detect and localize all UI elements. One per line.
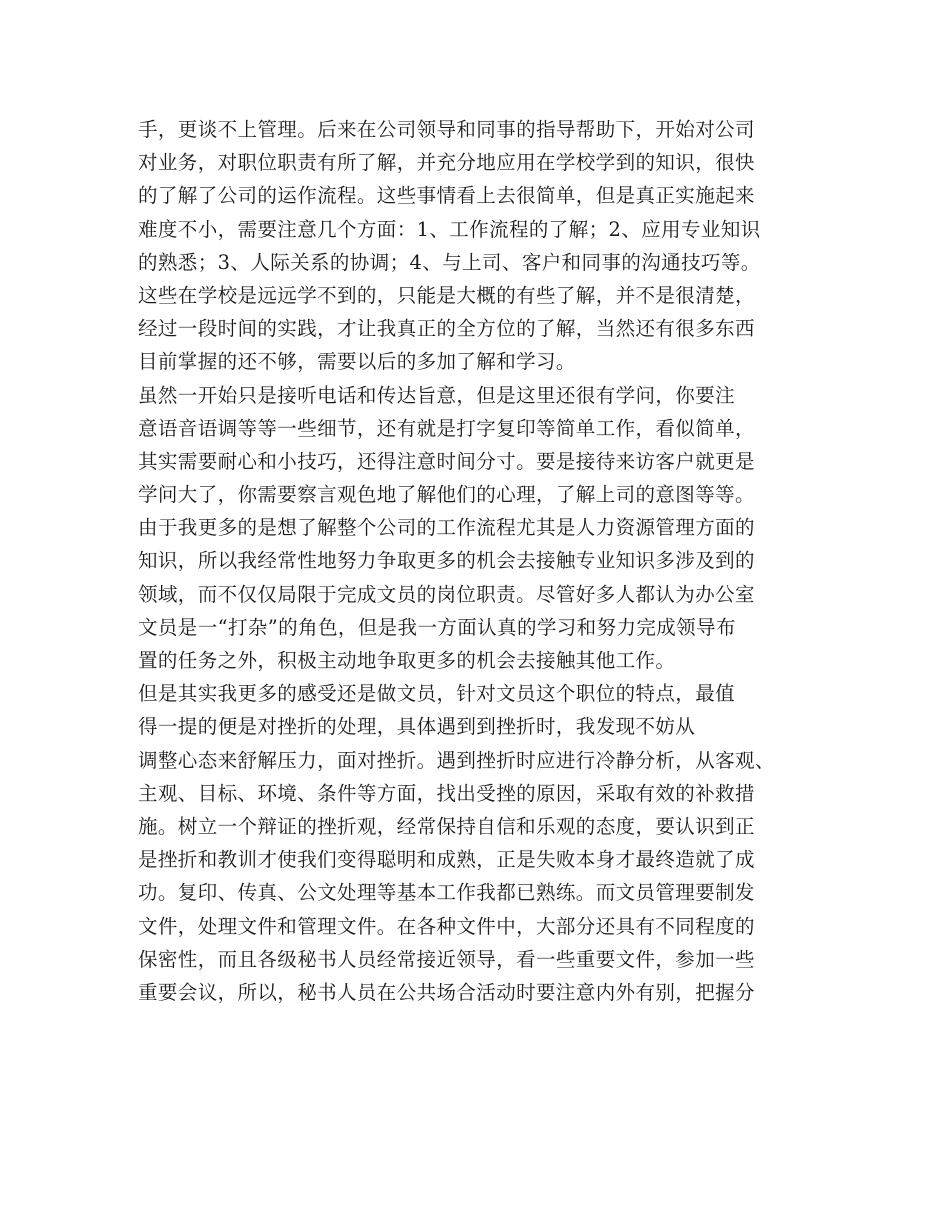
text-line: 由于我更多的是想了解整个公司的工作流程尤其是人力资源管理方面的 xyxy=(138,516,755,540)
text-line: 文件，处理文件和管理文件。在各种文件中，大部分还具有不同程度的 xyxy=(138,914,755,938)
text-line: 的了解了公司的运作流程。这些事情看上去很简单，但是真正实施起来 xyxy=(138,184,755,208)
text-line: 知识，所以我经常性地努力争取更多的机会去接触专业知识多涉及到的 xyxy=(138,549,755,573)
text-line: 其实需要耐心和小技巧，还得注意时间分寸。要是接待来访客户就更是 xyxy=(138,449,755,473)
text-line: 但是其实我更多的感受还是做文员，针对文员这个职位的特点，最值 xyxy=(138,682,736,706)
text-line: 主观、目标、环境、条件等方面，找出受挫的原因，采取有效的补救措 xyxy=(138,781,755,805)
text-line: 这些在学校是远远学不到的，只能是大概的有些了解，并不是很清楚， xyxy=(138,283,755,307)
text-line: 目前掌握的还不够，需要以后的多加了解和学习。 xyxy=(138,350,576,374)
text-line: 文员是一“打杂”的角色，但是我一方面认真的学习和努力完成领导布 xyxy=(138,615,736,639)
text-line: 保密性，而且各级秘书人员经常接近领导，看一些重要文件，参加一些 xyxy=(138,947,755,971)
text-line: 手，更谈不上管理。后来在公司领导和同事的指导帮助下，开始对公司 xyxy=(138,118,755,141)
text-line: 得一提的便是对挫折的处理，具体遇到到挫折时，我发现不妨从 xyxy=(138,715,696,739)
text-line: 难度不小，需要注意几个方面：1、工作流程的了解；2、应用专业知识 xyxy=(138,217,761,241)
text-line: 重要会议，所以，秘书人员在公共场合活动时要注意内外有别，把握分 xyxy=(138,980,755,1004)
text-line: 是挫折和教训才使我们变得聪明和成熟，正是失败本身才最终造就了成 xyxy=(138,848,755,872)
text-line: 虽然一开始只是接听电话和传达旨意，但是这里还很有学问，你要注 xyxy=(138,383,736,407)
text-line: 意语音语调等等一些细节，还有就是打字复印等简单工作，看似简单， xyxy=(138,416,755,440)
text-line: 功。复印、传真、公文处理等基本工作我都已熟练。而文员管理要制发 xyxy=(138,881,755,905)
text-line: 经过一段时间的实践，才让我真正的全方位的了解，当然还有很多东西 xyxy=(138,317,755,341)
text-line: 领域，而不仅仅局限于完成文员的岗位职责。尽管好多人都认为办公室 xyxy=(138,582,755,606)
text-line: 施。树立一个辩证的挫折观，经常保持自信和乐观的态度，要认识到正 xyxy=(138,814,755,838)
text-line: 调整心态来舒解压力，面对挫折。遇到挫折时应进行冷静分析，从客观、 xyxy=(138,748,775,772)
text-line: 学问大了，你需要察言观色地了解他们的心理，了解上司的意图等等。 xyxy=(138,483,755,507)
body-text xyxy=(138,113,828,1009)
text-line: 的熟悉；3、人际关系的协调；4、与上司、客户和同事的沟通技巧等。 xyxy=(138,250,761,274)
text-line: 置的任务之外，积极主动地争取更多的机会去接触其他工作。 xyxy=(138,649,676,672)
text-line: 对业务，对职位职责有所了解，并充分地应用在学校学到的知识，很快 xyxy=(138,151,755,175)
